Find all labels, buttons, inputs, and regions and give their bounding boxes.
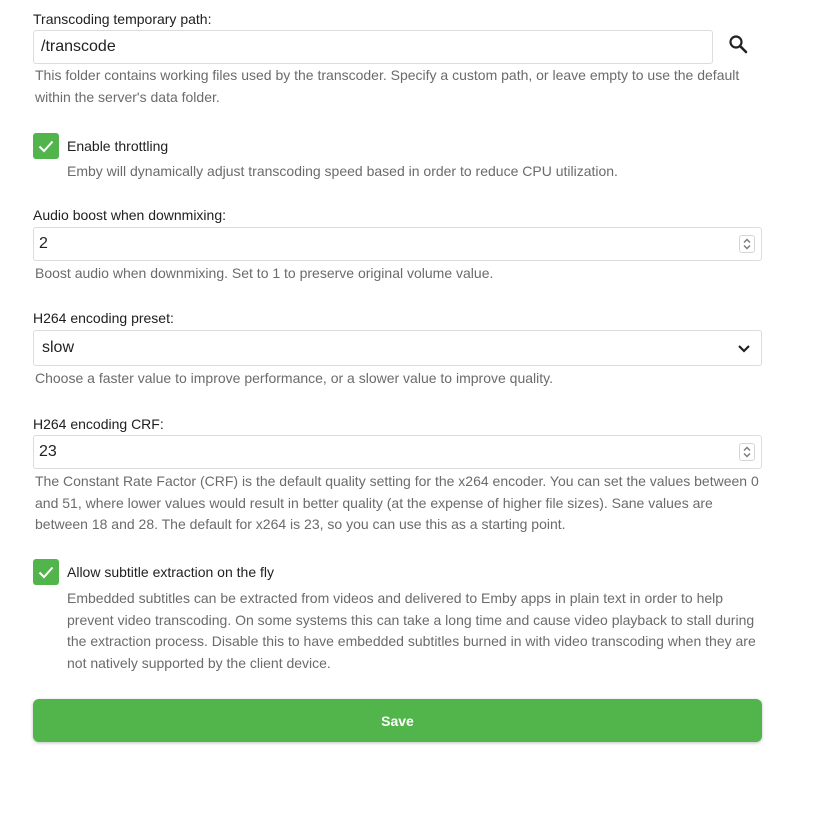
h264-crf-description: The Constant Rate Factor (CRF) is the default quality setting for the x264 encoder. You can set the values between 0 and 51, where lower values would result in better quality (at the expense of higher file sizes). Sane values are between 18 and 28. The default for x264 is 23, so you can use this as a starting point. [35, 473, 759, 532]
subtitle-extraction-description: Embedded subtitles can be extracted from videos and delivered to Emby apps in plain text in order to help prevent video transcoding. On some systems this can take a long time and cause video playback to stall during the extraction process. Disable this to have embedded subtitles burned in with video transcoding when they are not natively supported by the client device. [67, 590, 756, 671]
subtitle-extraction-label[interactable]: Allow subtitle extraction on the fly [67, 564, 274, 580]
browse-path-button[interactable] [724, 30, 752, 58]
audio-boost-label: Audio boost when downmixing: [33, 207, 227, 223]
h264-crf-stepper[interactable] [739, 443, 755, 461]
subtitle-extraction-checkbox[interactable] [33, 559, 59, 585]
stepper-arrows-icon [742, 445, 752, 459]
h264-preset-value: slow [42, 339, 75, 356]
throttling-description: Emby will dynamically adjust transcoding speed based in order to reduce CPU utilization. [67, 163, 618, 179]
transcode-path-description: This folder contains working files used by the transcoder. Specify a custom path, or leave empty to use the default within the server's data folder. [35, 67, 740, 105]
checkmark-icon [37, 563, 55, 581]
stepper-arrows-icon [742, 237, 752, 251]
audio-boost-value: 2 [39, 235, 48, 252]
throttling-label[interactable]: Enable throttling [67, 138, 169, 154]
h264-preset-label: H264 encoding preset: [33, 310, 174, 326]
audio-boost-description: Boost audio when downmixing. Set to 1 to preserve original volume value. [35, 265, 494, 281]
audio-boost-stepper[interactable] [739, 235, 755, 253]
save-button[interactable]: Save [33, 699, 762, 742]
search-icon [728, 34, 748, 54]
checkmark-icon [37, 137, 55, 155]
transcode-path-label: Transcoding temporary path: [33, 11, 212, 27]
h264-crf-label: H264 encoding CRF: [33, 416, 164, 432]
chevron-down-icon[interactable] [736, 343, 752, 353]
h264-preset-description: Choose a faster value to improve performance, or a slower value to improve quality. [35, 370, 553, 386]
transcode-path-value: /transcode [41, 38, 116, 55]
h264-crf-input[interactable] [33, 435, 762, 469]
h264-preset-select[interactable] [33, 330, 762, 366]
throttling-checkbox[interactable] [33, 133, 59, 159]
h264-crf-value: 23 [39, 443, 57, 460]
transcode-path-input[interactable] [33, 30, 713, 64]
audio-boost-input[interactable] [33, 227, 762, 261]
